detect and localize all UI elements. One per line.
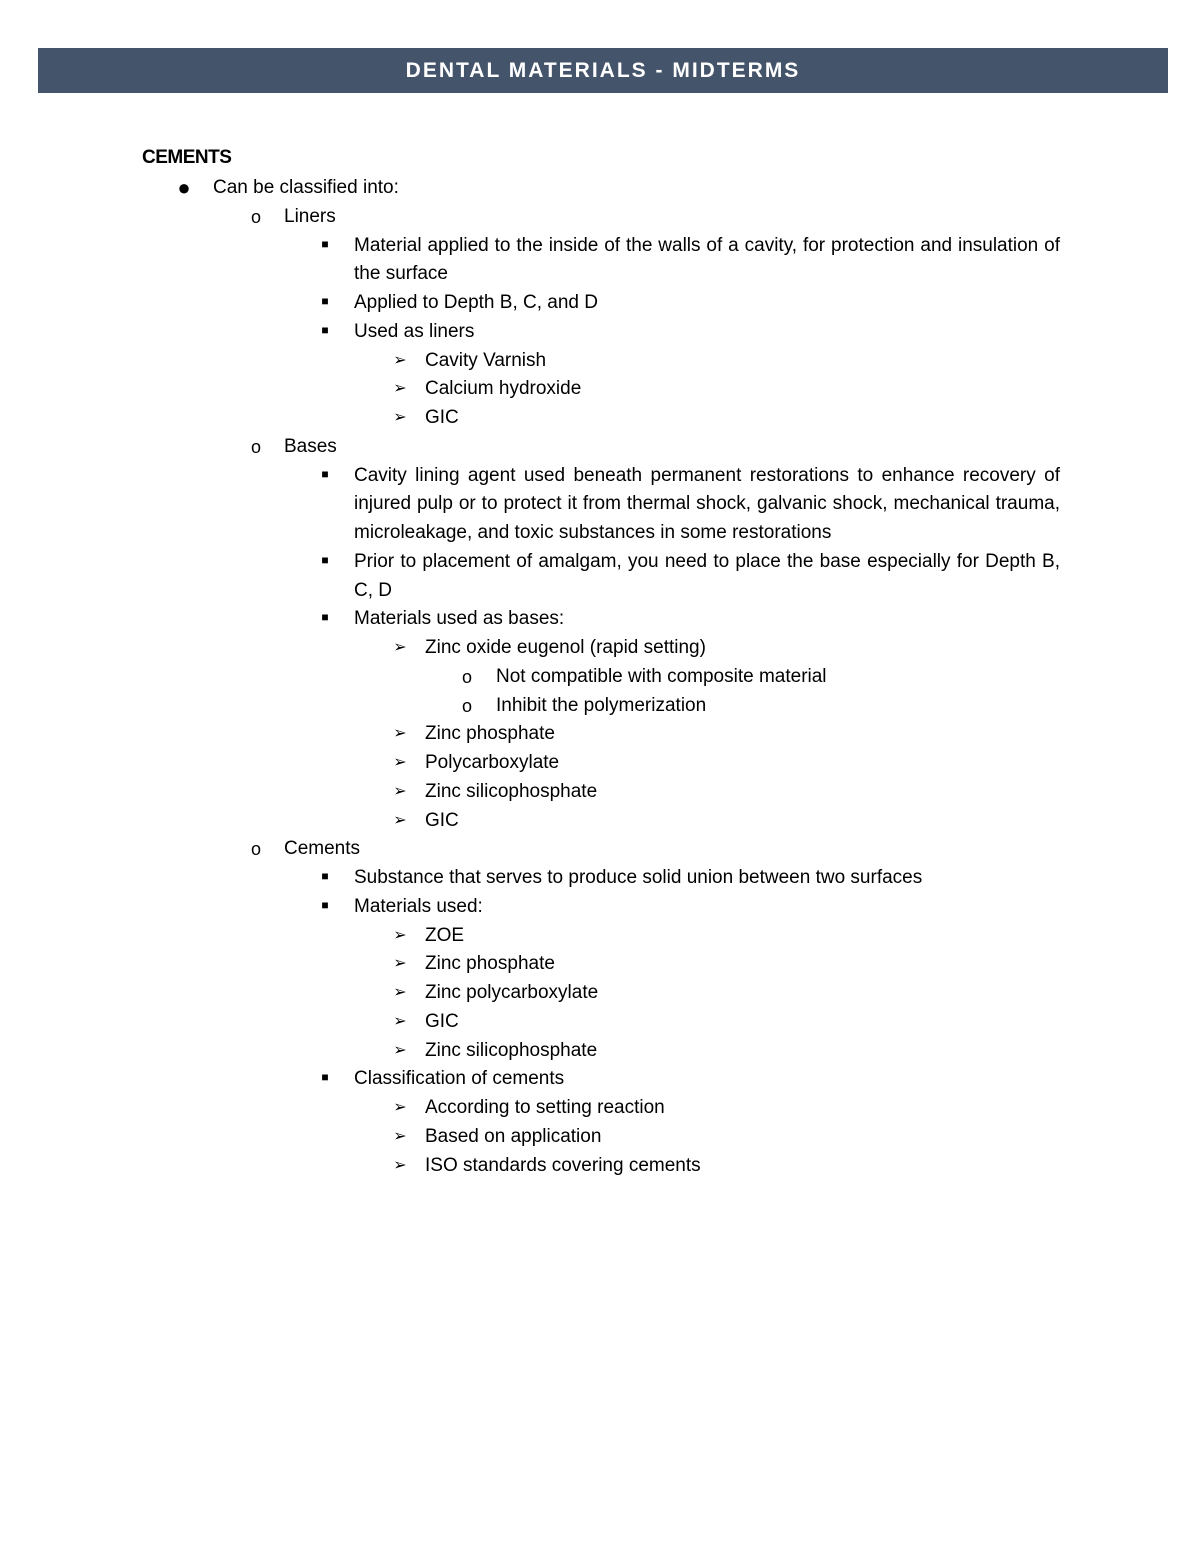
square-bullet-icon: ■ [321, 1070, 329, 1085]
cement-material: Zinc phosphate [425, 953, 555, 975]
list-item [0, 749, 1200, 778]
cement-material: ZOE [425, 924, 465, 946]
cements-materials-label: Materials used: [354, 895, 483, 917]
arrow-bullet-icon: ➢ [393, 984, 407, 1001]
arrow-bullet-icon: ➢ [393, 1012, 407, 1030]
list-item [0, 979, 1200, 1008]
disc-bullet-icon: ● [177, 175, 191, 200]
liners-definition: Material applied to the inside of the walls of a cavity, for protection and insulation of the surface [354, 234, 1060, 285]
list-item [0, 174, 1200, 203]
list-item [0, 318, 1200, 347]
list-item [0, 663, 1200, 692]
base-material: Polycarboxylate [425, 752, 560, 773]
list-item [0, 1094, 1200, 1123]
liner-material: Cavity Varnish [425, 349, 547, 371]
list-item [0, 692, 1200, 721]
liners-used-label: Used as liners [354, 320, 475, 342]
list-item [0, 232, 1200, 290]
list-item [0, 893, 1200, 922]
arrow-bullet-icon: ➢ [393, 639, 407, 656]
cement-material: GIC [425, 1010, 459, 1032]
list-item [0, 950, 1200, 979]
square-bullet-icon: ■ [321, 466, 329, 481]
cements-definition: Substance that serves to produce solid union between two surfaces [354, 867, 923, 888]
bases-materials-label: Materials used as bases: [354, 608, 565, 630]
circle-bullet-icon: o [461, 695, 472, 716]
arrow-bullet-icon: ➢ [393, 926, 407, 944]
list-item [0, 289, 1200, 318]
arrow-bullet-icon: ➢ [393, 1156, 407, 1174]
arrow-bullet-icon: ➢ [393, 811, 407, 829]
list-item-text: Can be classified into: [213, 177, 399, 198]
arrow-bullet-icon: ➢ [393, 1041, 407, 1059]
list-item [0, 605, 1200, 634]
list-item [0, 1152, 1200, 1181]
list-item [0, 548, 1200, 606]
arrow-bullet-icon: ➢ [393, 1127, 407, 1145]
list-item [0, 375, 1200, 404]
base-material: Zinc oxide eugenol (rapid setting) [425, 637, 706, 658]
list-item [0, 404, 1200, 433]
list-item [0, 462, 1200, 548]
list-item [0, 433, 1200, 462]
bases-label: Bases [284, 435, 337, 457]
liners-depth: Applied to Depth B, C, and D [354, 292, 598, 313]
list-item [0, 1008, 1200, 1037]
arrow-bullet-icon: ➢ [393, 754, 407, 771]
arrow-bullet-icon: ➢ [393, 380, 407, 398]
arrow-bullet-icon: ➢ [393, 409, 407, 426]
classification-label: Classification of cements [354, 1068, 565, 1090]
classification-item: Based on application [425, 1125, 602, 1147]
page-title: DENTAL MATERIALS - MIDTERMS [405, 58, 801, 82]
liner-material: GIC [425, 407, 459, 428]
liners-label: Liners [284, 205, 336, 227]
list-item [0, 1037, 1200, 1066]
zoe-note: Inhibit the polymerization [496, 694, 707, 716]
list-item [0, 778, 1200, 807]
cement-material: Zinc silicophosphate [425, 1039, 598, 1061]
section-heading: CEMENTS [142, 147, 232, 168]
outline [0, 174, 1200, 1180]
base-material: Zinc silicophosphate [425, 780, 598, 802]
square-bullet-icon: ■ [321, 236, 329, 251]
list-item [0, 864, 1200, 893]
list-item [0, 720, 1200, 749]
list-item [0, 634, 1200, 663]
circle-bullet-icon: o [250, 839, 261, 860]
base-material: GIC [425, 809, 459, 831]
list-item [0, 203, 1200, 232]
list-item [0, 807, 1200, 836]
list-item [0, 1123, 1200, 1152]
list-item [0, 1065, 1200, 1094]
zoe-note: Not compatible with composite material [496, 665, 827, 687]
cement-material: Zinc polycarboxylate [425, 982, 599, 1003]
circle-bullet-icon: o [250, 206, 261, 227]
list-item [0, 835, 1200, 864]
square-bullet-icon: ■ [321, 552, 329, 567]
square-bullet-icon: ■ [321, 869, 329, 883]
square-bullet-icon: ■ [321, 610, 329, 625]
bases-definition: Cavity lining agent used beneath permanent restorations to enhance recovery of injured pulp or to protect it from thermal shock, galvanic shock, mechanical trauma, microleakage, and toxic substances in some restorations [354, 464, 1060, 543]
cements-label: Cements [284, 838, 361, 860]
square-bullet-icon: ■ [321, 897, 329, 912]
square-bullet-icon: ■ [321, 322, 329, 337]
arrow-bullet-icon: ➢ [393, 351, 407, 369]
arrow-bullet-icon: ➢ [393, 725, 407, 743]
bases-prior-note: Prior to placement of amalgam, you need to place the base especially for Depth B, C, D [354, 550, 1060, 601]
square-bullet-icon: ■ [321, 294, 329, 308]
classification-item: According to setting reaction [425, 1097, 665, 1118]
circle-bullet-icon: o [250, 436, 261, 457]
circle-bullet-icon: o [461, 666, 472, 687]
arrow-bullet-icon: ➢ [393, 782, 407, 800]
arrow-bullet-icon: ➢ [393, 1099, 407, 1116]
arrow-bullet-icon: ➢ [393, 955, 407, 973]
classification-item: ISO standards covering cements [425, 1154, 701, 1176]
base-material: Zinc phosphate [425, 723, 555, 745]
list-item [0, 922, 1200, 951]
header-banner [38, 48, 1168, 93]
list-item [0, 347, 1200, 376]
liner-material: Calcium hydroxide [425, 378, 582, 400]
